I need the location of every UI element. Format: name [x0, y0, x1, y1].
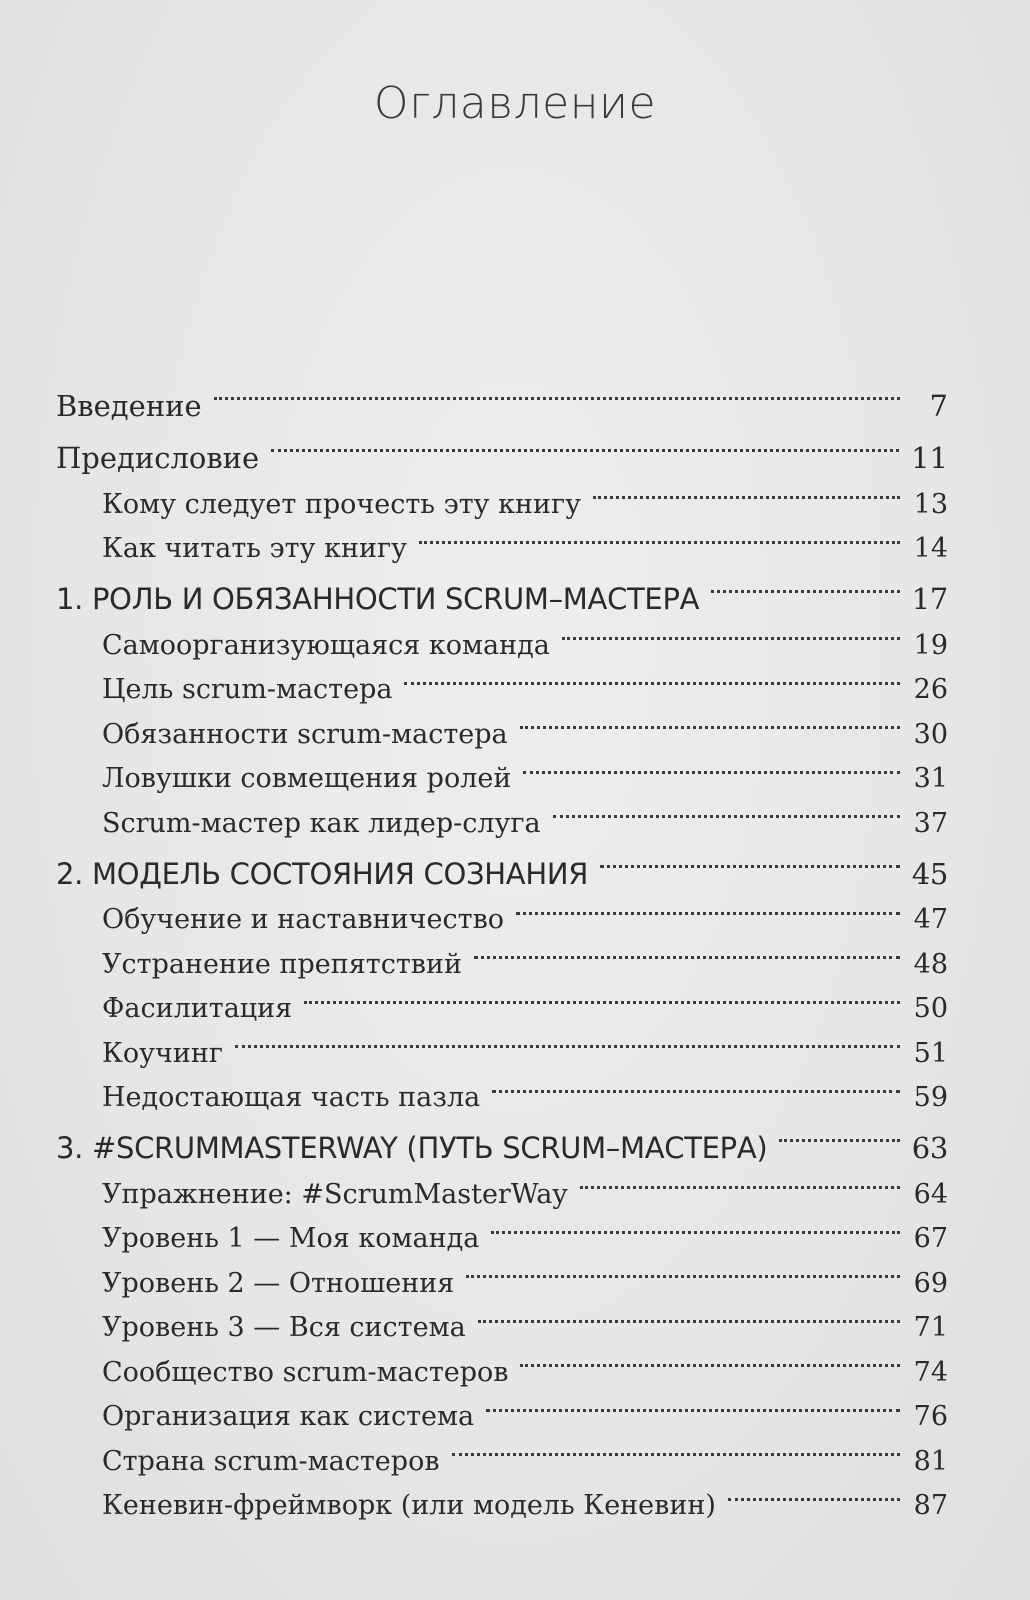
dot-leader: [593, 468, 900, 513]
toc-entry-title: 1. РОЛЬ И ОБЯЗАННОСТИ SCRUM–МАСТЕРА: [56, 582, 700, 616]
toc-entry-title: Кеневин-фреймворк (или модель Кеневин): [102, 1490, 716, 1521]
toc-entry-title: Scrum-мастер как лидер-слуга: [102, 807, 541, 839]
toc-entry-page-number: 81: [913, 1445, 948, 1477]
toc-entry-title: Кому следует прочесть эту книгу: [102, 488, 582, 520]
dot-leader: [779, 1106, 899, 1158]
toc-entry-page-number: 51: [913, 1037, 948, 1069]
toc-entry-page-number: 63: [911, 1131, 948, 1165]
dot-leader: [562, 609, 900, 654]
toc-entry-page-number: 14: [913, 533, 948, 564]
toc-entry-title: Уровень 2 — Отношения: [102, 1267, 455, 1299]
toc-entry-title: Как читать эту книгу: [102, 533, 407, 564]
dot-leader: [478, 1292, 900, 1337]
toc-entry-title: Цель scrum-мастера: [102, 674, 393, 705]
toc-entry-title: Коучинг: [102, 1037, 224, 1069]
toc-entry-title: 3. #SCRUMMASTERWAY (ПУТЬ SCRUM–МАСТЕРА): [56, 1131, 768, 1165]
toc-entry-page-number: 47: [913, 904, 948, 935]
toc-entry-page-number: 11: [911, 441, 948, 475]
toc-entry-page-number: 7: [929, 389, 948, 423]
dot-leader: [452, 1425, 900, 1470]
toc-entry-page-number: 45: [911, 856, 948, 891]
dot-leader: [486, 1381, 900, 1426]
dot-leader: [728, 1470, 900, 1515]
toc-entry-page-number: 50: [913, 993, 948, 1024]
dot-leader: [520, 698, 900, 743]
toc-entry-page-number: 48: [913, 948, 948, 980]
toc-entry-title: Недостающая часть пазла: [102, 1082, 481, 1113]
dot-leader: [491, 1203, 900, 1248]
table-of-contents: [56, 364, 948, 1521]
toc-entry-title: Самоорганизующаяся команда: [102, 629, 550, 661]
toc-entry-page-number: 76: [913, 1401, 948, 1432]
dot-leader: [520, 1336, 900, 1381]
toc-entry-title: Обязанности scrum-мастера: [102, 718, 508, 750]
toc-entry-title: Уровень 3 — Вся система: [102, 1312, 466, 1343]
toc-entry-page-number: 37: [913, 807, 948, 839]
dot-leader: [474, 928, 900, 973]
toc-entry-page-number: 69: [913, 1267, 948, 1299]
dot-leader: [580, 1158, 900, 1203]
toc-entry-title: Страна scrum-мастеров: [102, 1445, 440, 1477]
dot-leader: [235, 1017, 900, 1062]
dot-leader: [466, 1247, 900, 1292]
toc-entry-title: Устранение препятствий: [102, 948, 462, 980]
toc-entry-page-number: 64: [913, 1178, 948, 1210]
toc-entry-page-number: 31: [913, 763, 948, 794]
dot-leader: [711, 557, 900, 609]
toc-entry-title: Упражнение: #ScrumMasterWay: [102, 1178, 568, 1210]
toc-entry-title: Организация как система: [102, 1401, 475, 1432]
dot-leader: [404, 654, 900, 699]
dot-leader: [553, 787, 900, 832]
toc-entry-title: Предисловие: [56, 441, 260, 475]
dot-leader: [600, 832, 900, 884]
toc-entry-page-number: 67: [913, 1223, 948, 1254]
dot-leader: [214, 364, 900, 416]
toc-entry-page-number: 74: [913, 1356, 948, 1388]
toc-entry: [56, 364, 948, 423]
toc-entry-page-number: 30: [913, 718, 948, 750]
toc-entry-title: 2. МОДЕЛЬ СОСТОЯНИЯ СОЗНАНИЯ: [56, 856, 589, 891]
toc-entry-title: Сообщество scrum-мастеров: [102, 1356, 509, 1388]
toc-entry-title: Уровень 1 — Моя команда: [102, 1223, 480, 1254]
toc-entry-page-number: 71: [913, 1312, 948, 1343]
dot-leader: [419, 513, 900, 558]
dot-leader: [492, 1062, 900, 1107]
toc-entry-page-number: 13: [913, 488, 948, 520]
toc-entry-title: Ловушки совмещения ролей: [102, 763, 512, 794]
toc-entry-page-number: 59: [913, 1082, 948, 1113]
toc-entry-page-number: 26: [913, 674, 948, 705]
dot-leader: [271, 416, 899, 468]
toc-entry-page-number: 17: [911, 582, 948, 616]
dot-leader: [523, 743, 900, 788]
toc-entry-title: Обучение и наставничество: [102, 904, 505, 935]
page-title: Оглавление: [373, 78, 657, 129]
toc-entry-page-number: 19: [913, 629, 948, 661]
toc-entry-page-number: 87: [913, 1490, 948, 1521]
dot-leader: [516, 884, 900, 929]
dot-leader: [304, 973, 900, 1018]
toc-entry-title: Введение: [56, 389, 202, 423]
toc-entry-title: Фасилитация: [102, 993, 293, 1024]
